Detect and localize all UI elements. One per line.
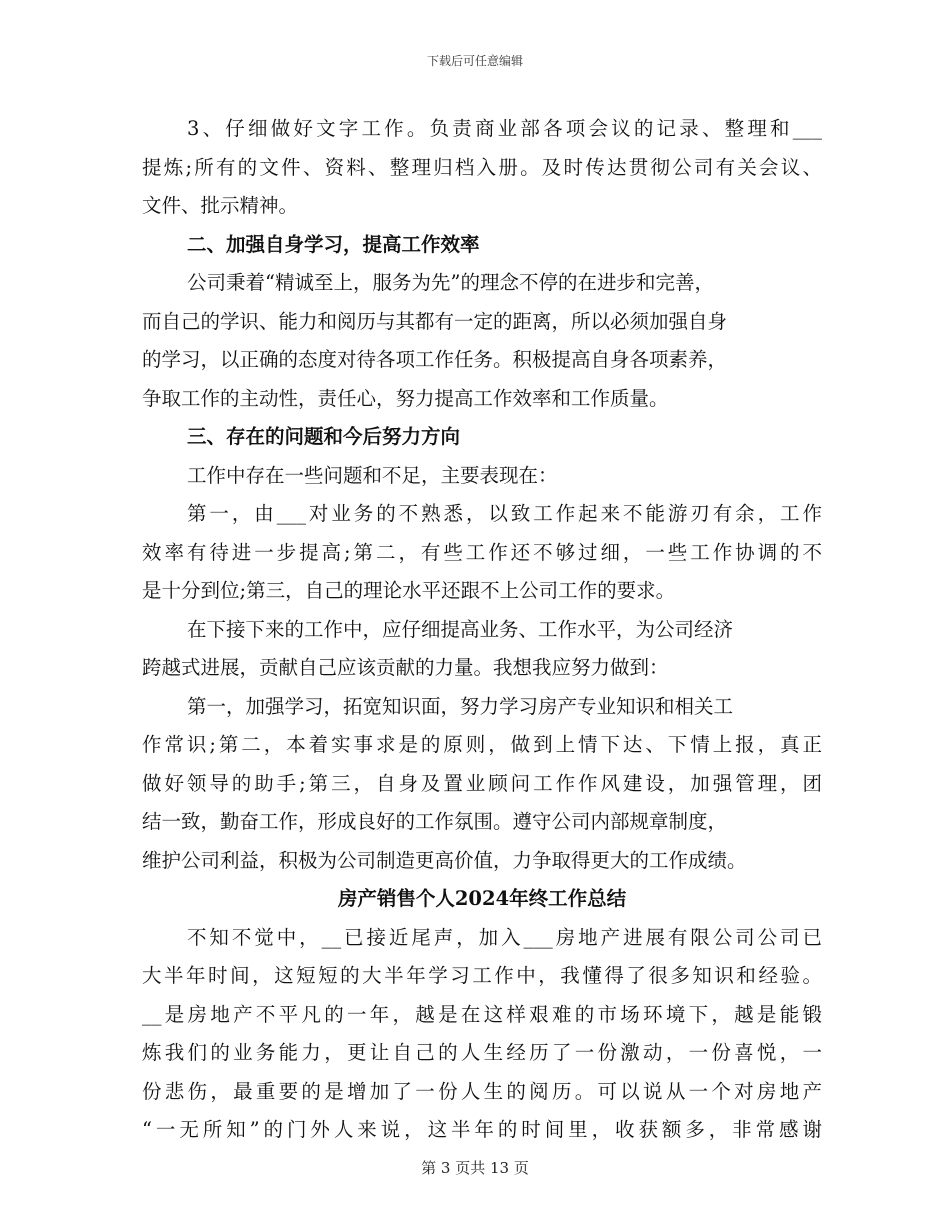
text-line: 不知不觉中，__已接近尾声，加入___房地产进展有限公司公司已 bbox=[187, 925, 822, 949]
text-line: 大半年时间，这短短的大半年学习工作中，我懂得了很多知识和经验。 bbox=[142, 964, 822, 987]
text-line: 效率有待进一步提高;第二，有些工作还不够过细，一些工作协调的不 bbox=[142, 540, 822, 564]
text-line: 作常识;第二，本着实事求是的原则，做到上情下达、下情上报，真正 bbox=[142, 733, 822, 756]
page-footer: 第 3 页共 13 页 bbox=[421, 1159, 529, 1177]
text-line: 炼我们的业务能力，更让自己的人生经历了一份激动，一份喜悦，一 bbox=[142, 1041, 822, 1064]
text-line: 文件、批示精神。 bbox=[142, 194, 299, 217]
text-line: 维护公司利益，积极为公司制造更高价值，力争取得更大的工作成绩。 bbox=[142, 848, 747, 872]
text-line: 结一致，勤奋工作，形成良好的工作氛围。遵守公司内部规章制度， bbox=[142, 810, 728, 833]
text-line: 而自己的学识、能力和阅历与其都有一定的距离，所以必须加强自身 bbox=[142, 309, 728, 333]
text-line: 提炼;所有的文件、资料、整理归档入册。及时传达贯彻公司有关会议、 bbox=[142, 155, 822, 179]
section-heading: 二、加强自身学习，提高工作效率 bbox=[187, 232, 480, 256]
text-line: __是房地产不平凡的一年，越是在这样艰难的市场环境下，越是能锻 bbox=[142, 1002, 822, 1026]
text-line: 争取工作的主动性，责任心，努力提高工作效率和工作质量。 bbox=[142, 386, 669, 410]
text-line: 工作中存在一些问题和不足，主要表现在： bbox=[187, 463, 558, 487]
page-header: 下载后可任意编辑 bbox=[426, 54, 523, 68]
text-line: 第一，由___对业务的不熟悉，以致工作起来不能游刃有余，工作 bbox=[187, 502, 822, 525]
text-line: 的学习，以正确的态度对待各项工作任务。积极提高自身各项素养， bbox=[142, 348, 728, 371]
text-line: 跨越式进展，贡献自己应该贡献的力量。我想我应努力做到： bbox=[142, 656, 669, 679]
text-line: 第一，加强学习，拓宽知识面，努力学习房产专业知识和相关工 bbox=[187, 694, 734, 718]
text-line: 做好领导的助手;第三，自身及置业顾问工作作风建设，加强管理，团 bbox=[142, 771, 822, 795]
text-line: 是十分到位;第三，自己的理论水平还跟不上公司工作的要求。 bbox=[142, 579, 676, 602]
document-body bbox=[142, 110, 822, 1150]
text-line: 在下接下来的工作中，应仔细提高业务、工作水平，为公司经济 bbox=[187, 617, 734, 641]
text-line: 3、仔细做好文字工作。负责商业部各项会议的记录、整理和___ bbox=[187, 117, 822, 140]
text-line: “一无所知”的门外人来说，这半年的时间里，收获额多，非常感谢 bbox=[142, 1118, 822, 1141]
text-line: 公司秉着“精诚至上，服务为先”的理念不停的在进步和完善， bbox=[187, 271, 714, 294]
text-line: 份悲伤，最重要的是增加了一份人生的阅历。可以说从一个对房地产 bbox=[142, 1079, 822, 1103]
section-heading: 房产销售个人2024年终工作总结 bbox=[337, 887, 627, 910]
section-heading: 三、存在的问题和今后努力方向 bbox=[187, 425, 461, 448]
